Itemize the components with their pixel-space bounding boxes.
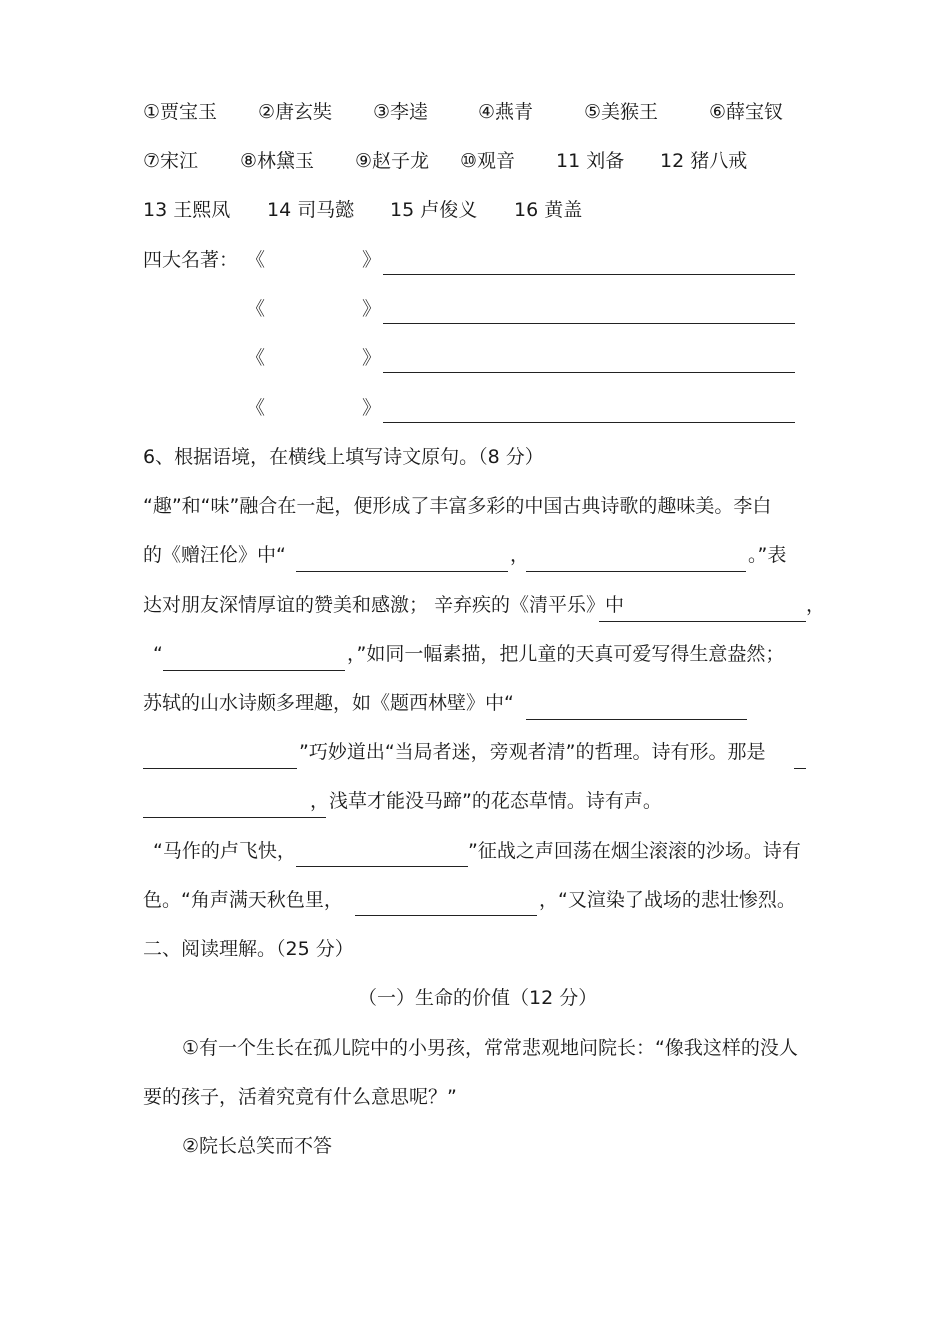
name-item: 14 司马懿 <box>267 199 355 221</box>
classic-answer-blank[interactable] <box>383 372 795 373</box>
name-item: 15 卢俊义 <box>390 199 478 221</box>
poem-answer-blank[interactable] <box>526 571 746 572</box>
classics-label: 四大名著： <box>143 249 239 271</box>
classic-answer-blank[interactable] <box>383 422 795 423</box>
passage-title: （一）生命的价值（12 分） <box>358 987 598 1009</box>
poem-answer-blank[interactable] <box>143 817 326 818</box>
name-item: ②唐玄奘 <box>258 101 333 123</box>
passage-paragraph: 要的孩子，活着究竟有什么意思呢？” <box>143 1086 457 1108</box>
question-text: ，浅草才能没马蹄”的花态草情。诗有声。 <box>310 790 662 812</box>
name-item: 11 刘备 <box>556 150 625 172</box>
question-text: ， <box>510 544 530 566</box>
poem-answer-blank[interactable] <box>794 768 806 769</box>
name-item: ⑥薛宝钗 <box>709 101 784 123</box>
close-bracket: 》 <box>362 347 382 369</box>
question-text: ， <box>806 594 826 616</box>
classic-answer-blank[interactable] <box>383 274 795 275</box>
open-bracket: 《 <box>246 249 266 271</box>
name-item: ⑦宋江 <box>143 150 199 172</box>
question-text: ”巧妙道出“当局者迷，旁观者清”的哲理。诗有形。那是 <box>299 741 766 763</box>
question-text: 苏轼的山水诗颇多理趣，如《题西林壁》中“ <box>143 692 514 714</box>
name-item: 16 黄盖 <box>514 199 583 221</box>
passage-paragraph: ②院长总笑而不答 <box>182 1135 333 1157</box>
close-bracket: 》 <box>362 298 382 320</box>
passage-paragraph: ①有一个生长在孤儿院中的小男孩，常常悲观地问院长：“像我这样的没人 <box>182 1037 798 1059</box>
poem-answer-blank[interactable] <box>526 719 747 720</box>
poem-answer-blank[interactable] <box>296 571 508 572</box>
open-bracket: 《 <box>246 298 266 320</box>
name-item: ①贾宝玉 <box>143 101 218 123</box>
close-bracket: 》 <box>362 249 382 271</box>
question-text: ，”如同一幅素描，把儿童的天真可爱写得生意盎然； <box>347 643 785 665</box>
question-text: 的《赠汪伦》中“ <box>143 544 286 566</box>
question-title: 6、根据语境，在横线上填写诗文原句。（8 分） <box>143 446 544 468</box>
name-item: ⑨赵子龙 <box>355 150 430 172</box>
question-text: “马作的卢飞快， <box>153 840 296 862</box>
poem-answer-blank[interactable] <box>355 915 537 916</box>
question-text: 达对朋友深情厚谊的赞美和感激； 辛弃疾的《清平乐》中 <box>143 594 625 616</box>
close-bracket: 》 <box>362 397 382 419</box>
name-item: ⑤美猴王 <box>584 101 659 123</box>
poem-answer-blank[interactable] <box>599 621 806 622</box>
name-item: 13 王熙凤 <box>143 199 231 221</box>
question-text: “趣”和“味”融合在一起，便形成了丰富多彩的中国古典诗歌的趣味美。李白 <box>143 495 772 517</box>
poem-answer-blank[interactable] <box>296 866 468 867</box>
question-text: ”征战之声回荡在烟尘滚滚的沙场。诗有 <box>468 840 801 862</box>
question-text: ，“又渲染了战场的悲壮惨烈。 <box>539 889 796 911</box>
open-bracket: 《 <box>246 347 266 369</box>
question-text: 色。“角声满天秋色里， <box>143 889 343 911</box>
section-title: 二、阅读理解。（25 分） <box>143 938 354 960</box>
question-text: 。”表 <box>748 544 787 566</box>
poem-answer-blank[interactable] <box>143 768 297 769</box>
name-item: ④燕青 <box>478 101 534 123</box>
open-bracket: 《 <box>246 397 266 419</box>
question-text: “ <box>153 643 163 665</box>
poem-answer-blank[interactable] <box>163 670 345 671</box>
classic-answer-blank[interactable] <box>383 323 795 324</box>
name-item: ⑧林黛玉 <box>240 150 315 172</box>
name-item: ⑩观音 <box>460 150 516 172</box>
name-item: ③李逵 <box>373 101 429 123</box>
name-item: 12 猪八戒 <box>660 150 748 172</box>
